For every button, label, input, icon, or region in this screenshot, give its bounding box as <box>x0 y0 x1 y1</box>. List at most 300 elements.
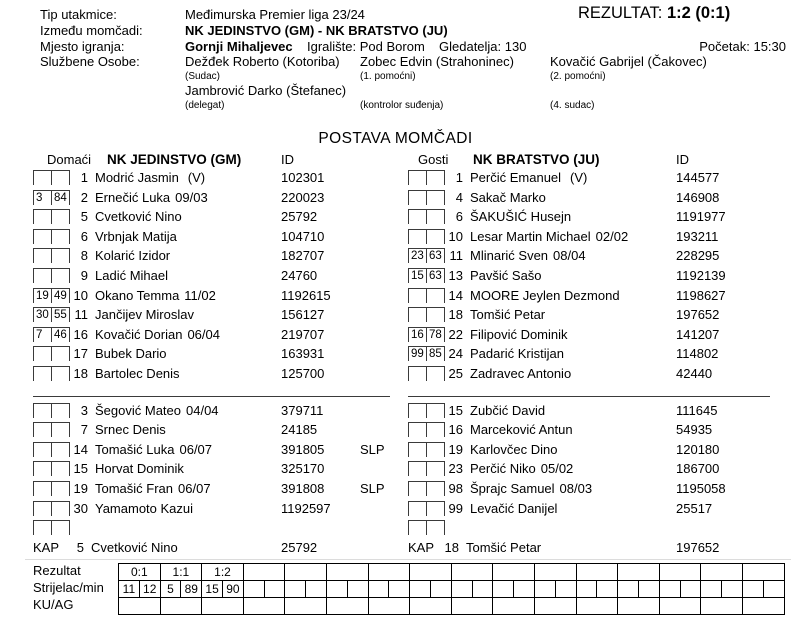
rezultat-cell: 0:1 <box>119 564 161 581</box>
kuag-cell <box>535 598 577 615</box>
player-number: 16 <box>448 422 463 438</box>
home-team-header <box>33 152 405 170</box>
player-name: Lesar Martin Michael <box>470 228 591 244</box>
sub-in-box: 30 <box>33 307 51 322</box>
pitch-value: Igralište: Pod Borom <box>307 39 425 54</box>
strijelac-cell <box>452 581 473 598</box>
kuag-cell <box>660 598 702 615</box>
home-empty-sub-row <box>33 520 405 536</box>
strijelac-cell <box>597 581 618 598</box>
home-team-block <box>33 152 405 558</box>
strijelac-cell <box>743 581 764 598</box>
sub-in-box: 19 <box>33 288 51 303</box>
sub-in-box <box>33 461 51 476</box>
player-row <box>408 442 788 462</box>
player-row <box>33 268 405 288</box>
venue-label: Mjesto igranja: <box>40 39 125 54</box>
sub-in-box <box>33 442 51 457</box>
home-subs-divider <box>33 396 390 397</box>
player-id: 120180 <box>676 441 720 457</box>
player-row <box>408 248 788 268</box>
player-row <box>408 403 788 423</box>
player-name: Levačić Danijel <box>470 500 558 516</box>
venue-value: Gornji Mihaljevec <box>185 39 293 54</box>
player-name: Cvetković Nino <box>95 209 182 225</box>
sub-minute-box <box>51 461 70 476</box>
player-number: 13 <box>448 267 463 283</box>
kuag-cell <box>327 598 369 615</box>
player-name: Perčić Niko <box>470 461 536 477</box>
player-row <box>408 501 788 521</box>
kuag-cell <box>244 598 286 615</box>
assistant2-role: (2. pomoćni) <box>550 71 606 82</box>
player-birth: 05/02 <box>540 461 574 477</box>
rezultat-row-label: Rezultat <box>33 563 81 578</box>
kuag-cell <box>577 598 619 615</box>
teams-value: NK JEDINSTVO (GM) - NK BRATSTVO (JU) <box>185 23 448 38</box>
player-name: Kovačić Dorian <box>95 326 183 342</box>
player-name: Mlinarić Sven <box>470 248 549 264</box>
player-birth: 04/04 <box>186 402 219 418</box>
player-number: 2 <box>80 189 88 205</box>
player-row <box>33 307 405 327</box>
player-row <box>408 209 788 229</box>
strijelac-cell <box>639 581 660 598</box>
player-number: 22 <box>448 326 463 342</box>
rezultat-cell <box>535 564 577 581</box>
kap-label: KAP <box>408 540 435 556</box>
rezultat-cell <box>493 564 535 581</box>
player-name: Srnec Denis <box>95 422 166 438</box>
captain-id: 197652 <box>676 540 720 556</box>
player-row <box>408 170 788 190</box>
sub-in-box <box>408 422 426 437</box>
sub-in-box <box>33 520 51 535</box>
captain-name: Cvetković Nino <box>91 540 178 556</box>
player-number: 18 <box>73 365 88 381</box>
rezultat-cell <box>452 564 494 581</box>
assistant1-name: Zobec Edvin (Strahoninec) <box>360 54 514 69</box>
sub-in-box <box>408 520 426 535</box>
player-number: 14 <box>73 441 88 457</box>
strijelac-cell: 90 <box>223 581 244 598</box>
player-number: 3 <box>80 402 88 418</box>
rezultat-cell <box>701 564 743 581</box>
sub-in-box: 3 <box>33 190 51 205</box>
strijelac-cell <box>473 581 494 598</box>
away-subs-list <box>408 403 788 521</box>
kuag-cell <box>369 598 411 615</box>
player-row <box>408 481 788 501</box>
player-number: 10 <box>73 287 88 303</box>
player-name: Kolarić Izidor <box>95 248 171 264</box>
player-id: 141207 <box>676 326 720 342</box>
player-id: 156127 <box>281 307 325 323</box>
player-birth: 06/07 <box>178 480 211 496</box>
strijelac-cell <box>369 581 390 598</box>
teams-label: Između momčadi: <box>40 23 143 38</box>
player-number: 24 <box>448 346 463 362</box>
away-id-header: ID <box>676 152 689 167</box>
player-name: Bartolec Denis <box>95 365 180 381</box>
sub-minute-box <box>426 461 445 476</box>
player-row <box>408 268 788 288</box>
player-id: 1192139 <box>676 267 726 283</box>
player-row <box>33 501 405 521</box>
player-row <box>408 288 788 308</box>
player-id: 144577 <box>676 170 720 185</box>
player-id: 104710 <box>281 228 325 244</box>
sub-minute-box <box>51 248 70 263</box>
sub-in-box <box>408 170 426 185</box>
fourth-official-role: (4. sudac) <box>550 100 595 111</box>
rezultat-cell <box>327 564 369 581</box>
player-number: 14 <box>448 287 463 303</box>
sub-minute-box: 85 <box>426 346 445 361</box>
sub-minute-box <box>51 346 70 361</box>
player-row <box>33 327 405 347</box>
player-row <box>33 248 405 268</box>
delegate-name: Jambrović Darko (Štefanec) <box>185 83 347 98</box>
sub-in-box <box>408 366 426 381</box>
sub-in-box: 23 <box>408 248 426 263</box>
captain-number: 18 <box>444 540 459 556</box>
rezultat-cell <box>369 564 411 581</box>
player-number: 1 <box>80 170 88 185</box>
sub-minute-box: 84 <box>51 190 70 205</box>
player-row <box>33 346 405 366</box>
strijelac-cell: 89 <box>181 581 202 598</box>
strijelac-cell <box>306 581 327 598</box>
captain-name: Tomšić Petar <box>466 540 542 556</box>
strijelac-cell <box>681 581 702 598</box>
rezultat-cell: 1:2 <box>202 564 244 581</box>
player-number: 16 <box>73 326 88 342</box>
rezultat-cell <box>410 564 452 581</box>
kuag-cell <box>452 598 494 615</box>
sub-minute-box: 55 <box>51 307 70 322</box>
sub-minute-box <box>51 366 70 381</box>
player-id: 197652 <box>676 307 720 323</box>
rezultat-cell <box>618 564 660 581</box>
player-number: 98 <box>448 480 463 496</box>
player-row <box>408 190 788 210</box>
sub-in-box: 7 <box>33 327 51 342</box>
player-number: 6 <box>455 209 463 225</box>
player-number: 25 <box>448 365 463 381</box>
player-id: 114802 <box>676 346 719 362</box>
strijelac-cell <box>493 581 514 598</box>
match-type-label: Tip utakmice: <box>40 7 117 22</box>
player-number: 15 <box>73 461 88 477</box>
strijelac-cell <box>265 581 286 598</box>
sub-in-box <box>408 288 426 303</box>
player-row <box>33 366 405 386</box>
home-subs-list <box>33 403 405 521</box>
result-label: REZULTAT: <box>578 4 663 22</box>
strijelac-cell <box>285 581 306 598</box>
player-number: 19 <box>73 480 88 496</box>
player-birth: 11/02 <box>184 287 216 303</box>
match-type-value: Međimurska Premier liga 23/24 <box>185 7 365 22</box>
player-number: 19 <box>448 441 463 457</box>
sub-in-box <box>33 170 51 185</box>
player-id: 111645 <box>676 402 718 418</box>
kuag-cell <box>202 598 244 615</box>
player-number: 9 <box>80 267 88 283</box>
player-name: Šprajc Samuel <box>470 480 555 496</box>
result-value: 1:2 (0:1) <box>666 4 731 22</box>
player-row <box>408 346 788 366</box>
sub-minute-box <box>426 288 445 303</box>
kickoff-time: Početak: 15:30 <box>699 39 786 54</box>
home-id-header: ID <box>281 152 294 167</box>
player-row <box>408 366 788 386</box>
result-heading <box>578 4 730 23</box>
sub-in-box <box>33 346 51 361</box>
player-row <box>408 229 788 249</box>
player-row <box>33 442 405 462</box>
sub-minute-box <box>51 442 70 457</box>
strijelac-cell <box>410 581 431 598</box>
away-team-name: NK BRATSTVO (JU) <box>473 152 600 167</box>
sub-minute-box <box>426 481 445 496</box>
player-id: 193211 <box>676 228 719 244</box>
sub-minute-box <box>51 501 70 516</box>
player-id: 163931 <box>281 346 325 362</box>
sub-in-box <box>408 307 426 322</box>
player-number: 11 <box>74 307 88 323</box>
home-team-name: NK JEDINSTVO (GM) <box>107 152 242 167</box>
sub-minute-box <box>51 422 70 437</box>
sub-in-box <box>408 461 426 476</box>
sub-minute-box <box>426 442 445 457</box>
delegate-role: (delegat) <box>185 100 225 111</box>
captain-number: 5 <box>76 540 84 556</box>
sub-in-box <box>33 422 51 437</box>
player-id: 1192597 <box>281 500 331 516</box>
strijelac-cell <box>701 581 722 598</box>
player-name: Zadravec Antonio <box>470 365 572 381</box>
player-row <box>33 422 405 442</box>
sub-in-box <box>408 209 426 224</box>
strijelac-cell <box>556 581 577 598</box>
sub-in-box <box>33 209 51 224</box>
home-side-label: Domaći <box>47 152 92 167</box>
player-name: Ernečić Luka <box>95 189 171 205</box>
sub-minute-box: 63 <box>426 268 445 283</box>
captain-mark: (V) <box>187 170 206 185</box>
player-name: Tomašić Fran <box>95 480 174 496</box>
player-name: MOORE Jeylen Dezmond <box>470 287 620 303</box>
player-row <box>33 190 405 210</box>
attendance-value: Gledatelja: 130 <box>439 39 527 54</box>
away-subs-divider <box>408 396 770 397</box>
kuag-cell <box>701 598 743 615</box>
player-id: 219707 <box>281 326 325 342</box>
player-id: 1195058 <box>676 480 726 496</box>
player-row <box>33 209 405 229</box>
player-name: Marceković Antun <box>470 422 573 438</box>
sub-minute-box <box>426 209 445 224</box>
player-row <box>33 229 405 249</box>
player-id: 1191977 <box>676 209 726 225</box>
sub-minute-box: 46 <box>51 327 70 342</box>
strijelac-cell <box>327 581 348 598</box>
strijelac-cell <box>348 581 369 598</box>
kuag-row-label: KU/AG <box>33 597 74 612</box>
strijelac-cell: 5 <box>161 581 182 598</box>
sub-in-box: 99 <box>408 346 426 361</box>
player-number: 6 <box>80 228 88 244</box>
slp-flag: SLP <box>360 441 385 457</box>
strijelac-cell <box>764 581 785 598</box>
player-row <box>33 461 405 481</box>
player-id: 220023 <box>281 189 325 205</box>
sub-minute-box: 49 <box>51 288 70 303</box>
player-row <box>408 461 788 481</box>
strijelac-cell: 12 <box>140 581 161 598</box>
captain-mark: (V) <box>570 170 588 185</box>
player-row <box>33 170 405 190</box>
sub-in-box <box>33 248 51 263</box>
player-id: 379711 <box>281 402 324 418</box>
player-id: 24760 <box>281 267 318 283</box>
home-captain-row <box>33 540 405 558</box>
sub-minute-box <box>51 481 70 496</box>
player-id: 391808 <box>281 480 325 496</box>
kap-label: KAP <box>33 540 60 556</box>
player-name: Perčić Emanuel <box>470 170 562 185</box>
sub-minute-box <box>426 190 445 205</box>
player-id: 1192615 <box>281 287 331 303</box>
player-id: 325170 <box>281 461 325 477</box>
player-number: 7 <box>80 422 88 438</box>
player-id: 42440 <box>676 365 713 381</box>
player-id: 182707 <box>281 248 325 264</box>
player-id: 391805 <box>281 441 325 457</box>
sub-in-box <box>408 442 426 457</box>
player-id: 25517 <box>676 500 713 516</box>
sub-in-box: 16 <box>408 327 426 342</box>
player-birth: 06/04 <box>187 326 220 342</box>
slp-flag: SLP <box>360 480 385 496</box>
sub-minute-box <box>51 520 70 535</box>
sub-in-box <box>33 501 51 516</box>
away-empty-sub-row <box>408 520 788 536</box>
player-birth: 09/03 <box>175 189 208 205</box>
strijelac-cell <box>389 581 410 598</box>
player-number: 23 <box>448 461 463 477</box>
sub-in-box <box>33 481 51 496</box>
strijelac-cell <box>577 581 598 598</box>
player-birth: 08/04 <box>553 248 586 264</box>
referee-role: (Sudac) <box>185 71 221 82</box>
player-name: Horvat Dominik <box>95 461 184 477</box>
player-name: Filipović Dominik <box>470 326 568 342</box>
lineup-title: POSTAVA MOMČADI <box>318 130 473 147</box>
player-number: 99 <box>448 500 463 516</box>
sub-in-box <box>408 229 426 244</box>
player-name: Jančijev Miroslav <box>95 307 194 323</box>
sub-minute-box <box>426 366 445 381</box>
rezultat-cell: 1:1 <box>161 564 203 581</box>
strijelac-cell <box>514 581 535 598</box>
player-number: 4 <box>455 189 463 205</box>
sub-minute-box <box>51 229 70 244</box>
assistant2-name: Kovačić Gabrijel (Čakovec) <box>550 54 707 69</box>
strijelac-cell: 11 <box>119 581 140 598</box>
player-number: 11 <box>449 248 463 264</box>
kuag-cell <box>119 598 161 615</box>
player-id: 228295 <box>676 248 720 264</box>
strijelac-cells-row <box>119 581 785 598</box>
kuag-cell <box>410 598 452 615</box>
sub-minute-box <box>426 229 445 244</box>
player-name: Tomšić Petar <box>470 307 546 323</box>
rezultat-cell <box>660 564 702 581</box>
assistant1-role: (1. pomoćni) <box>360 71 416 82</box>
away-captain-row <box>408 540 788 558</box>
captain-id: 25792 <box>281 540 318 556</box>
kuag-cell <box>285 598 327 615</box>
player-id: 146908 <box>676 189 720 205</box>
player-name: Vrbnjak Matija <box>95 228 177 244</box>
player-number: 30 <box>73 500 88 516</box>
kuag-cell <box>493 598 535 615</box>
player-birth: 06/07 <box>179 441 213 457</box>
player-row <box>33 403 405 423</box>
kuag-cell <box>618 598 660 615</box>
player-number: 17 <box>73 346 88 362</box>
player-birth: 08/03 <box>559 480 593 496</box>
officials-label: Službene Osobe: <box>40 54 140 69</box>
player-name: Tomašić Luka <box>95 441 175 457</box>
sub-in-box <box>33 229 51 244</box>
result-grid <box>118 563 785 615</box>
strijelac-cell <box>535 581 556 598</box>
player-name: Padarić Kristijan <box>470 346 564 362</box>
sub-in-box <box>33 366 51 381</box>
player-name: Zubčić David <box>470 402 546 418</box>
bottom-separator-line <box>25 559 791 560</box>
player-id: 1198627 <box>676 287 726 303</box>
rezultat-cell <box>577 564 619 581</box>
sub-in-box <box>408 190 426 205</box>
controller-role: (kontrolor suđenja) <box>360 100 444 111</box>
sub-minute-box <box>426 403 445 418</box>
referee-name: Dežđek Roberto (Kotoriba) <box>185 54 340 69</box>
player-birth: 02/02 <box>595 228 629 244</box>
rezultat-cells-row <box>119 564 785 581</box>
player-number: 5 <box>80 209 88 225</box>
player-name: Okano Temma <box>95 287 180 303</box>
sub-minute-box <box>426 307 445 322</box>
player-id: 25792 <box>281 209 318 225</box>
away-team-header <box>408 152 788 170</box>
player-id: 54935 <box>676 422 713 438</box>
away-team-block <box>408 152 788 558</box>
rezultat-cell <box>244 564 286 581</box>
player-id: 24185 <box>281 422 318 438</box>
player-name: Pavšić Sašo <box>470 267 542 283</box>
sub-minute-box <box>426 501 445 516</box>
sub-minute-box: 78 <box>426 327 445 342</box>
player-name: Šegović Mateo <box>95 402 181 418</box>
strijelac-cell <box>431 581 452 598</box>
sub-in-box: 15 <box>408 268 426 283</box>
player-row <box>33 481 405 501</box>
